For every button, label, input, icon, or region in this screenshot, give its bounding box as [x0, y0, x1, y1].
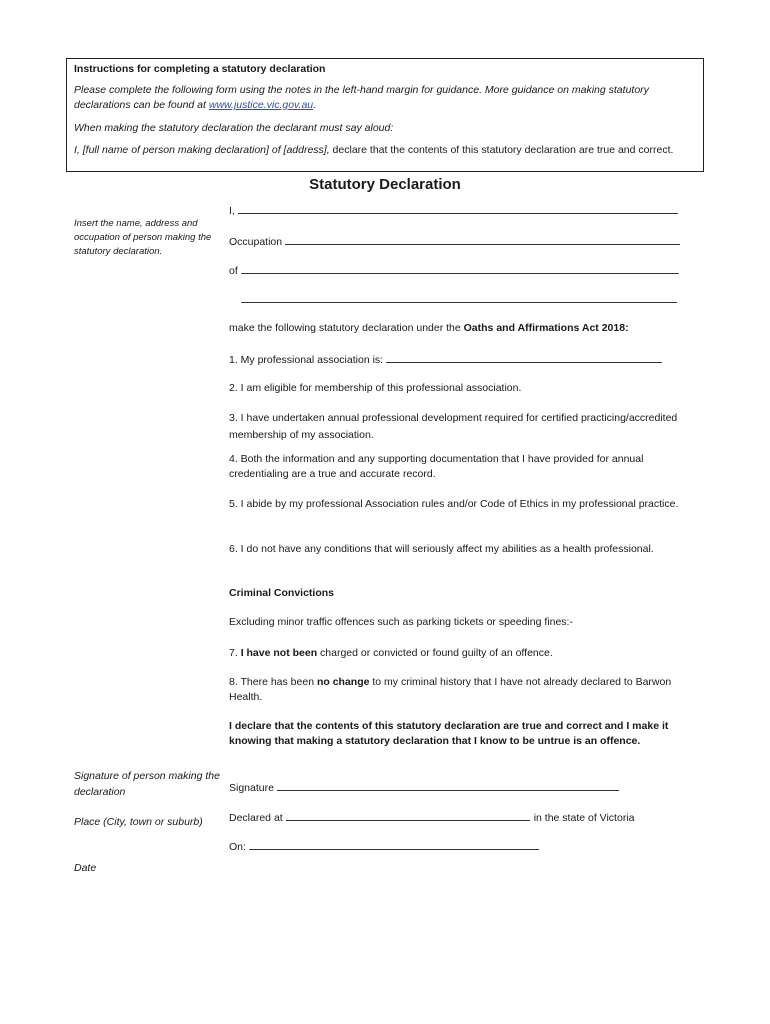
declared-at-label: Declared at	[229, 812, 283, 824]
instructions-intro-text: Please complete the following form using the notes in the left-hand margin for guidance. More guidance on making statutory declarations can be found at	[74, 84, 649, 111]
item-7-number: 7.	[229, 647, 241, 659]
declared-at-field-row	[229, 809, 634, 824]
margin-note-name: Insert the name, address and occupation of person making the statutory declaration.	[74, 218, 212, 257]
signature-input-line[interactable]	[277, 779, 619, 791]
margin-note-date: Date	[74, 862, 97, 874]
item-8-rest: to my criminal history that I have not already declared to Barwon Health.	[229, 676, 672, 703]
instructions-aloud-label: When making the statutory declaration the declarant must say aloud:	[74, 122, 394, 134]
address-line-2-row	[241, 291, 677, 303]
date-input-line[interactable]	[249, 838, 539, 850]
act-intro	[229, 321, 699, 336]
item-3: 3. I have undertaken annual professional development required for certified practicing/accredited membership of my association.	[229, 412, 678, 441]
address-field-row	[229, 262, 679, 277]
item-8-bold: no change	[316, 676, 370, 688]
instructions-intro	[74, 83, 700, 113]
address-label: of	[229, 265, 238, 277]
excluding-text: Excluding minor traffic offences such as parking tickets or speeding fines:-	[229, 616, 573, 628]
occupation-field-row	[229, 233, 680, 248]
signature-label: Signature	[229, 782, 274, 794]
address-input-line-2[interactable]	[241, 291, 677, 303]
signature-field-row	[229, 779, 619, 794]
act-intro-text: make the following statutory declaration under the	[229, 322, 464, 334]
occupation-label: Occupation	[229, 236, 283, 248]
instructions-oath	[74, 143, 700, 158]
declared-at-suffix: in the state of Victoria	[533, 812, 635, 824]
on-label: On:	[229, 841, 246, 853]
item-6: 6. I do not have any conditions that will seriously affect my abilities as a health professional.	[229, 543, 654, 555]
association-input-line[interactable]	[386, 351, 662, 363]
item-5: 5. I abide by my professional Association rules and/or Code of Ethics in my professional practice.	[229, 498, 679, 510]
name-label: I,	[229, 205, 235, 217]
declaration-statement: I declare that the contents of this statutory declaration are true and correct and I make it knowing that making a statutory declaration that I know to be untrue is an offence.	[229, 720, 669, 747]
occupation-input-line[interactable]	[285, 233, 680, 245]
item-7-rest: charged or convicted or found guilty of an offence.	[317, 647, 553, 659]
address-input-line[interactable]	[241, 262, 679, 274]
item-7	[229, 646, 699, 661]
instructions-heading: Instructions for completing a statutory declaration	[74, 63, 326, 75]
margin-note-place: Place (City, town or suburb)	[74, 816, 203, 828]
page-title: Statutory Declaration	[309, 176, 461, 193]
criminal-convictions-heading: Criminal Convictions	[229, 587, 335, 599]
instructions-intro-end: .	[313, 99, 317, 111]
oath-rest: declare that the contents of this statutory declaration are true and correct.	[329, 144, 674, 156]
justice-link[interactable]: www.justice.vic.gov.au	[208, 99, 314, 111]
margin-note-signature: Signature of person making the declaration	[74, 770, 220, 798]
item-8-pre: 8. There has been	[229, 676, 317, 688]
name-input-line[interactable]	[238, 202, 678, 214]
name-field-row	[229, 202, 678, 217]
date-field-row	[229, 838, 539, 853]
association-field-row	[229, 351, 662, 366]
association-label: 1. My professional association is:	[229, 354, 384, 366]
item-2: 2. I am eligible for membership of this professional association.	[229, 382, 522, 394]
declared-at-input-line[interactable]	[286, 809, 530, 821]
item-8	[229, 675, 699, 705]
item-4: 4. Both the information and any supporting documentation that I have provided for annual credentialing are a true and accurate record.	[229, 453, 644, 480]
act-name: Oaths and Affirmations Act 2018:	[463, 322, 629, 334]
oath-italic: I, [full name of person making declaration] of [address],	[74, 144, 330, 156]
item-7-bold: I have not been	[240, 647, 318, 659]
